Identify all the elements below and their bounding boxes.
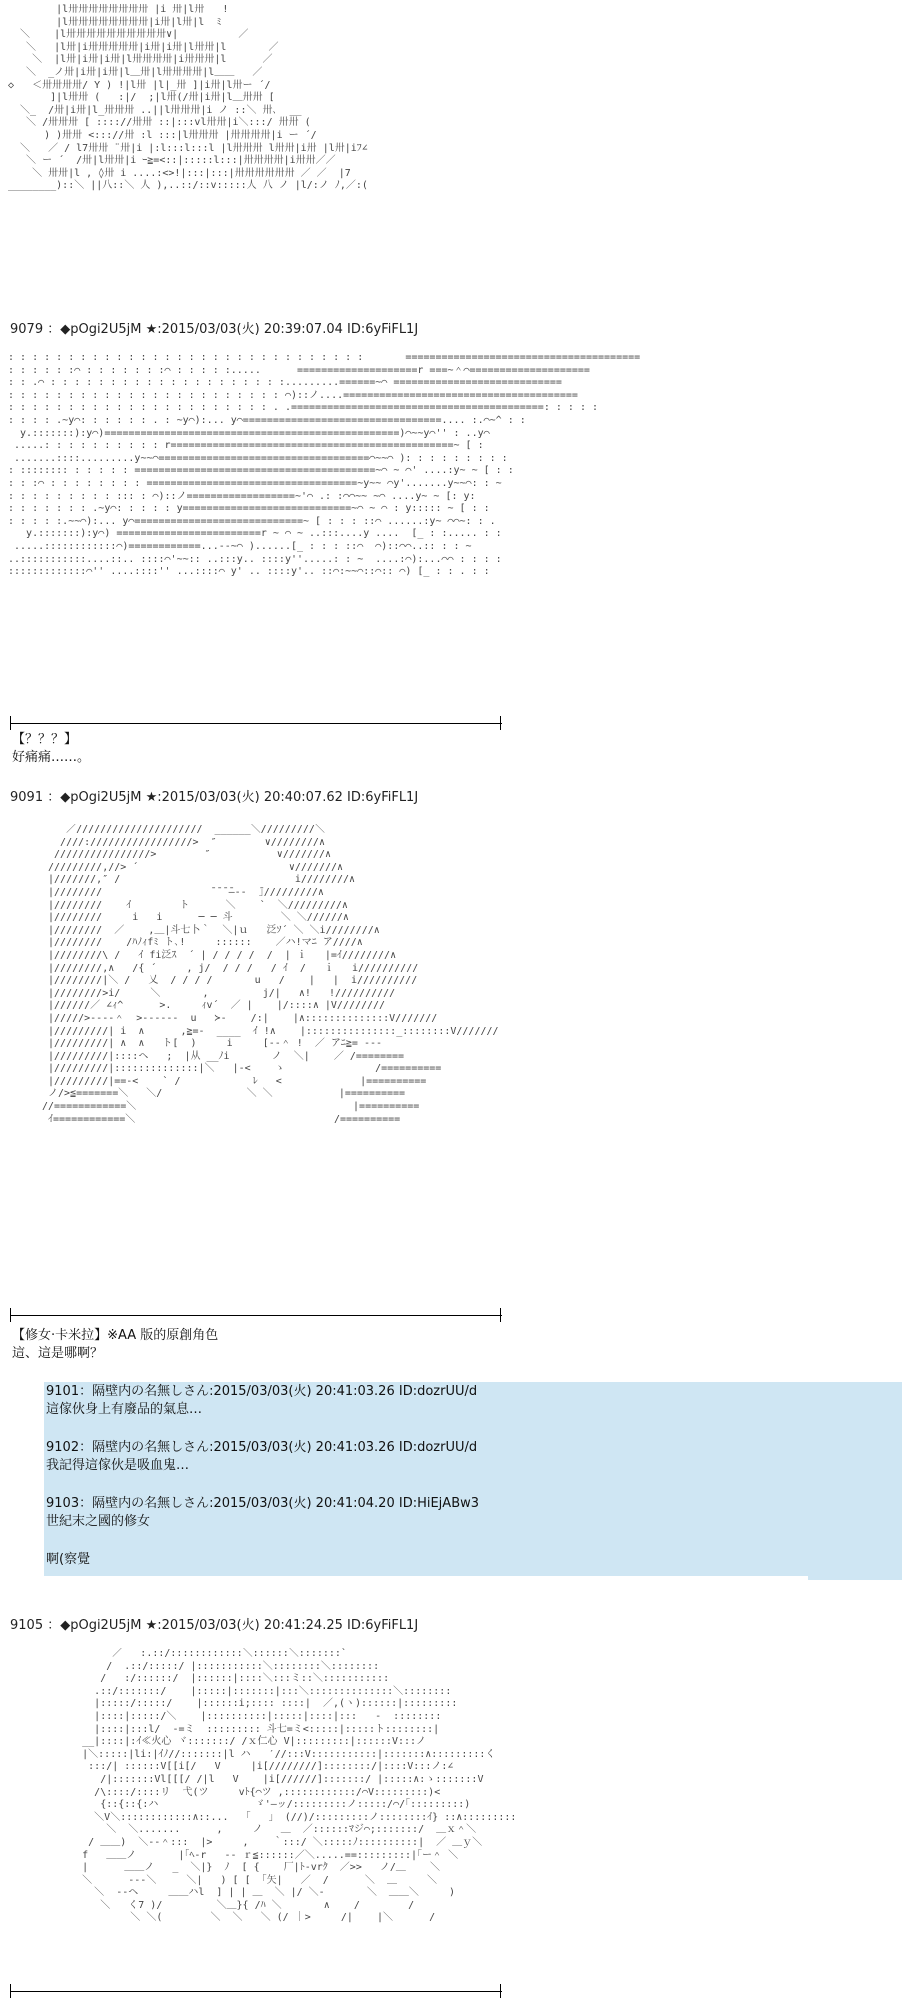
dialogue-line: 好痛痛……。 <box>12 750 91 765</box>
reply-body: 啊(察覺 <box>46 1552 91 1567</box>
separator-line <box>10 1308 502 1322</box>
reply-quote-block <box>44 1382 902 1576</box>
ascii-art-girl: ／ :.::/::::::::::::＼::::::＼:::::::` / .::/:::::/ |:::::::::::＼::::::::＼:::::::: / :/::::::/ |::::::|::::＼:::ミ::＼::::::::::: .::/:::::::/ |:::::|:::::::|:::＼::::::::::::::＼:::::::: |:::::/:::::/ |::::::i;:::: ::::| ／,(ヽ)::::::|::::::::: |::::|:::::/＼ |::::::::::|:::::|::::|::: - :::::::: |::::|:::l/ -=ミ ::::::::: 斗七=ミ<:::::|:::::ト::::::::| __|::::|:ｲ≪火心 ヾ:::::::/ /ｘ仁心 V|:::::::::|::::::V:::ノ |＼:::::|li:|ｲﾉ//:::::::|l ハ ′//:::V:::::::::::|:::::::∧:::::::::く :::/| ::::::V[[i[/ V |i[////////]::::::::/|::::V:::ノ:∠ /|:::::::Vl[[[/ /|l V |i[//////]:::::::/ |:::::∧:ゝ:::::::V /\::::/::::リ 弋(ツ vﾄ{⌒ツ ,::::::::::::/⌒V:::::::::)< {::{::{:ハ ゞ'―ッ/:::::::::ノ:::::/⌒/｢:::::::::) ＼V＼::::::::::::∧::... 「 」 (//)/:::::::::ノ::::::::ｲ} ::∧::::::::: ＼ ＼....... , ノ ＿ ／::::::ﾏジ⌒;:::::::/ ＿ｘ＾＼ / ＿＿) ＼--＾::: |> , ｀:::/ ＼:::::ﾉ::::::::::| ／ ＿ｙ＼ f ＿＿ノ |｢ﾍ-r -- ｒ≦::::::／＼.....==:::::::::|｢ー＾ ＼ | ＿＿ノ _ ＼|} ﾉ [ { 厂|ﾄ-vrｸ ／>> ノ/＿ ＼ ＼ ---＼ ＼| ) [ [ 「矢| ／ / ＼ ＿ ＼ ＼ --ヘ ＿＿ハl ] | | ＿ ＼ |/ ＼- ＼ ＿＿＼ ) ＼ く7 )/ ＼＿}{ /ﾊ ＼ ∧ / / ＼ ＼( ＼ ＼ ＼ (/ ｜> /| |＼ / <box>82 1648 517 1924</box>
post-header-9079: 9079 ：◆pOgi2U5jM ★:2015/03/03(火) 20:39:07.04 ID:6yFiFL1J <box>10 322 419 337</box>
reply-body: 世紀末之國的修女 <box>46 1514 151 1529</box>
reply-header: 9101：隔壁内の名無しさん:2015/03/03(火) 20:41:03.26 ID:dozrUU/d <box>46 1384 478 1399</box>
ascii-art-nun: ／///////////////////// ______＼/////////＼ ////://///////////////> ″ ∨////////∧ ////////////////> ″ ∨///////∧ /////////,//> ´ ∨///////∧ |///////,″ / i////////∧ |//////// ̄ ̄ ̄ ̄―-- ̄｣/////////∧ |//////// ｲ ト ＼ ` ＼/////////∧ |//////// i i ─ ─ 斗 ＼ ＼//////∧ |//////// ／ ,＿|斗七卜｀ ＼|ｕ 泛ｿ´ ＼ ＼i////////∧ |//////// /ﾊﾉｨfﾐ ト､! :::::: ／ハ!マﾆ ア////∧ |////////\ / ｲ fi泛ｽ ´ | / / / / / | ｉ |=ｲ////////∧ |////////,∧ /{ ´ , j/ / / / / ｲ / ｉ i////////// |////////|＼ / 乂 / / / / u / | | i////////// |////////>i/ ＼ , j/| ∧! !////////// |//////／ ∠ｨ^ >. ｨv´ ／ | |/::::∧ |V//////// |/////>----＾ >-----‐ u ≻- /:| |∧::::::::::::::V/////// |/////////| i ∧ ,≧=- ____ ｲ !∧ |:::::::::::::::_::::::::V/////// |/////////| ∧ ∧ ト[ ) i [--＾ ! ／ アﾆ≧= --- |/////////|::::ヘ ; |从 __ﾉi ノ ＼| ／ /======== |/////////|::::::::::::::|＼ |-< ゝ /========== |/////////|==-< ` / ﾚ < |========== ノ/>≦=======＼ ＼/ ＼ ＼ |========== //============＼ |========== ｲ============＼ /========== <box>42 824 499 1125</box>
reply-body: 我記得這傢伙是吸血鬼… <box>46 1458 190 1473</box>
ascii-art-wave: : : : : : : : : : : : : : : : : : : : : : : : : : : : : : : ======================================= : : : : : :⌒ : : : : : : :⌒ : : : : :..... ====================r ===~＾⌒==================== : : .⌒ : : : : : : : : : : : : : : : : : : : :.........======~⌒ ============================ : : : : : : : : : : : : : : : : : : : : : : : ⌒)::ノ....======================================= : : : : : : : : : : : : : : : : : : : : : : . .==========================================: : : : : : : : : .~y⌒: : : : : : . : ~y⌒):... y⌒=================================.... :.⌒~^ : : y.:::::::):y⌒)=================================================)⌒~~y⌒'' : ..y⌒ .....: : : : : : : : : : r===============================================~ [ : .......::::.........y~~⌒===================================⌒~~⌒ ): : : : : : : : : : :::::::: : : : : : ========================================~⌒ ~ ⌒' ....:y~ ~ [ : : : : :⌒ : : : : : : : : ===================================~y~~ ⌒y'.......y~~⌒: : ~ : : : : : : : : : ::: : ⌒)::ノ==================~'⌒ .: :⌒⌒~~ ~⌒ ....y~ ~ [: y: : : : : : : : .~y⌒: : : : : y============================~⌒ ~ ⌒ : y::::: ~ [ : : : : : : :.~~⌒):... y⌒============================~ [ : : : ::⌒ ......:y~ ⌒⌒~: : . y.:::::::):y⌒) ========================r ~ ⌒ ~ ..:::....y .... [_ : :..... : : .....::::::::::::⌒)============...--~⌒ )......[_ : : : ::⌒ ⌒)::⌒⌒..:: : : ~ ..:::::::::::....::.. ::::⌒'~~:: ..:::y.. ::::y''.....: : ~ ....:⌒):...⌒⌒ : : : : :::::::::::::⌒'' ....::::'' ...::::⌒ y' .. ::::y'.. ::⌒:~~⌒::⌒:: ⌒) [_ : : . : : <box>8 352 641 578</box>
post-header-9105: 9105 ：◆pOgi2U5jM ★:2015/03/03(火) 20:41:24.25 ID:6yFiFL1J <box>10 1618 419 1633</box>
separator-line <box>10 1984 502 1998</box>
reply-body: 這傢伙身上有廢品的氣息… <box>46 1402 203 1417</box>
post-header-9091: 9091 ：◆pOgi2U5jM ★:2015/03/03(火) 20:40:07.62 ID:6yFiFL1J <box>10 790 419 805</box>
dialogue-line: 這、這是哪啊？ <box>12 1346 104 1361</box>
reply-quote-tail <box>808 1572 902 1580</box>
reply-header: 9102：隔壁内の名無しさん:2015/03/03(火) 20:41:03.26 ID:dozrUU/d <box>46 1440 478 1455</box>
speaker-label: 【？？？】 <box>12 732 78 747</box>
reply-header: 9103：隔壁内の名無しさん:2015/03/03(火) 20:41:04.20 ID:HiEjABw3 <box>46 1496 480 1511</box>
separator-line <box>10 716 502 730</box>
ascii-art-castle: |l卅卅卅卅卅卅卅卅 |i 卅|l卅 ! |l卅卅卅卅卅卅卅卅|i卅|l卅|l ﾐ ＼ |l卅卅卅卅卅卅卅卅卅卅∨| ／ ＼ |l卅|i卅卅卅卅卅|i卅|i卅|l卅卅|l ／ ＼ |l卅|i卅|i卅|l卅卅卅卅|i卅卅卅|l ／ ＼ _ノ卅|i卅|i卅|l＿卅|l卅卅卅卅|l＿＿ ／ ◇ ＜卅卅卅卅/ Y ) !|l卅 |l|_卅 ]|i卅|l卅ー ´/ ]|l卅卅 ( :|/ ;|l卅(/卅|i卅|l＿卅卅 [ ＼_ /卅|i卅|l_卅卅卅 ..||l卅卅卅|i ノ ::＼ 卅､ __ ＼ /卅卅卅 [ :::://卅卅 ::|:::vl卅卅|i＼:::/ 卅卅 ( ) )卅卅 <::://卅 :l :::|l卅卅卅 |卅卅卅卅|i ー ´/ ＼ ／ / l7卅卅 ¨卅|i |:l:::l:::l |l卅卅卅 l卅卅|i卅 |l卅|iﾌ∠ ＼ ー ´ /卅|l卅卅|i ｰ≧=<::|:::::l:::|卅卅卅卅|i卅卅／／ ＼ 卅卅|l , ◊卅 i ....:<>!|:::|:::|卅卅卅卅卅卅 ／ ／ |7 ________)::＼ ||八::＼ 人 ),..::/::v:::::人 八 ノ |l/:ノ ﾉ,／:( <box>8 4 368 192</box>
speaker-label: 【修女‧卡米拉】※AA 版的原創角色 <box>12 1328 219 1343</box>
